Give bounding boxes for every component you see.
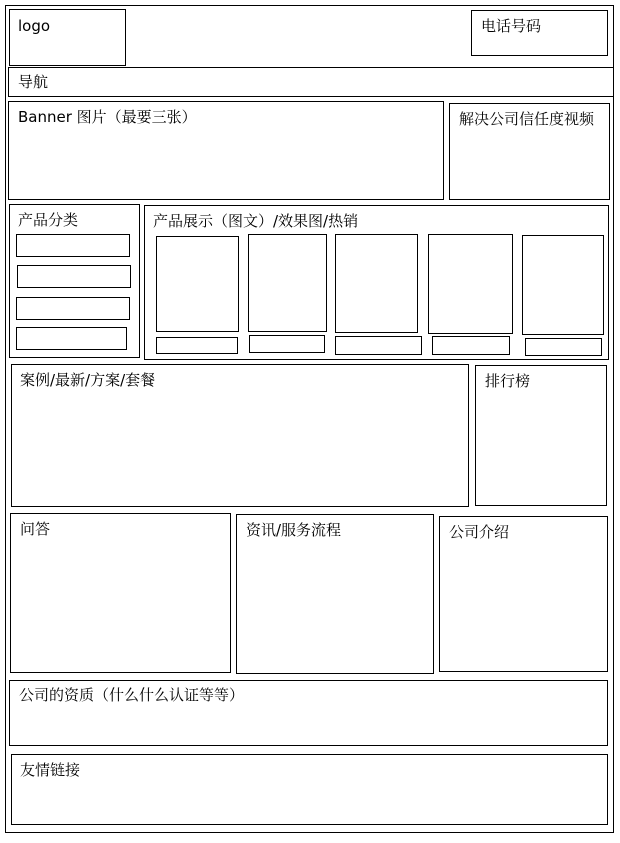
company-intro-panel[interactable] <box>439 516 608 672</box>
logo-label: logo <box>18 17 51 35</box>
product-category-label: 产品分类 <box>18 211 79 229</box>
banner-label: Banner 图片（最要三张） <box>18 108 197 126</box>
phone-number-box <box>471 10 608 56</box>
navigation-bar[interactable] <box>8 67 614 97</box>
banner-area[interactable] <box>8 101 444 200</box>
qualification-panel <box>9 680 608 746</box>
product-caption-1[interactable] <box>156 337 238 354</box>
cases-panel[interactable] <box>11 364 469 507</box>
product-image-3[interactable] <box>335 234 418 333</box>
category-item-4[interactable] <box>16 327 127 350</box>
navigation-label: 导航 <box>18 73 49 91</box>
news-label: 资讯/服务流程 <box>246 521 342 539</box>
friend-links-panel[interactable] <box>11 754 608 825</box>
product-image-1[interactable] <box>156 236 239 332</box>
product-caption-3[interactable] <box>335 336 422 355</box>
category-item-2[interactable] <box>17 265 131 288</box>
trust-video-label: 解决公司信任度视频 <box>459 110 595 128</box>
category-item-3[interactable] <box>16 297 130 320</box>
product-caption-5[interactable] <box>525 338 602 356</box>
ranking-label: 排行榜 <box>485 372 531 390</box>
trust-video-area[interactable] <box>449 103 610 200</box>
product-display-label: 产品展示（图文）/效果图/热销 <box>153 212 359 230</box>
product-caption-4[interactable] <box>432 336 510 355</box>
news-panel[interactable] <box>236 514 434 674</box>
friend-links-label: 友情链接 <box>20 761 81 779</box>
company-intro-label: 公司介绍 <box>449 523 510 541</box>
qa-panel[interactable] <box>10 513 231 673</box>
cases-label: 案例/最新/方案/套餐 <box>20 371 156 389</box>
qualification-label: 公司的资质（什么什么认证等等） <box>19 686 245 704</box>
product-image-2[interactable] <box>248 234 327 332</box>
product-image-5[interactable] <box>522 235 604 335</box>
phone-number-label: 电话号码 <box>481 17 542 35</box>
ranking-panel[interactable] <box>475 365 607 506</box>
logo-box[interactable] <box>9 9 126 66</box>
category-item-1[interactable] <box>16 234 130 257</box>
qa-label: 问答 <box>20 520 51 538</box>
product-image-4[interactable] <box>428 234 513 334</box>
product-caption-2[interactable] <box>249 335 325 353</box>
